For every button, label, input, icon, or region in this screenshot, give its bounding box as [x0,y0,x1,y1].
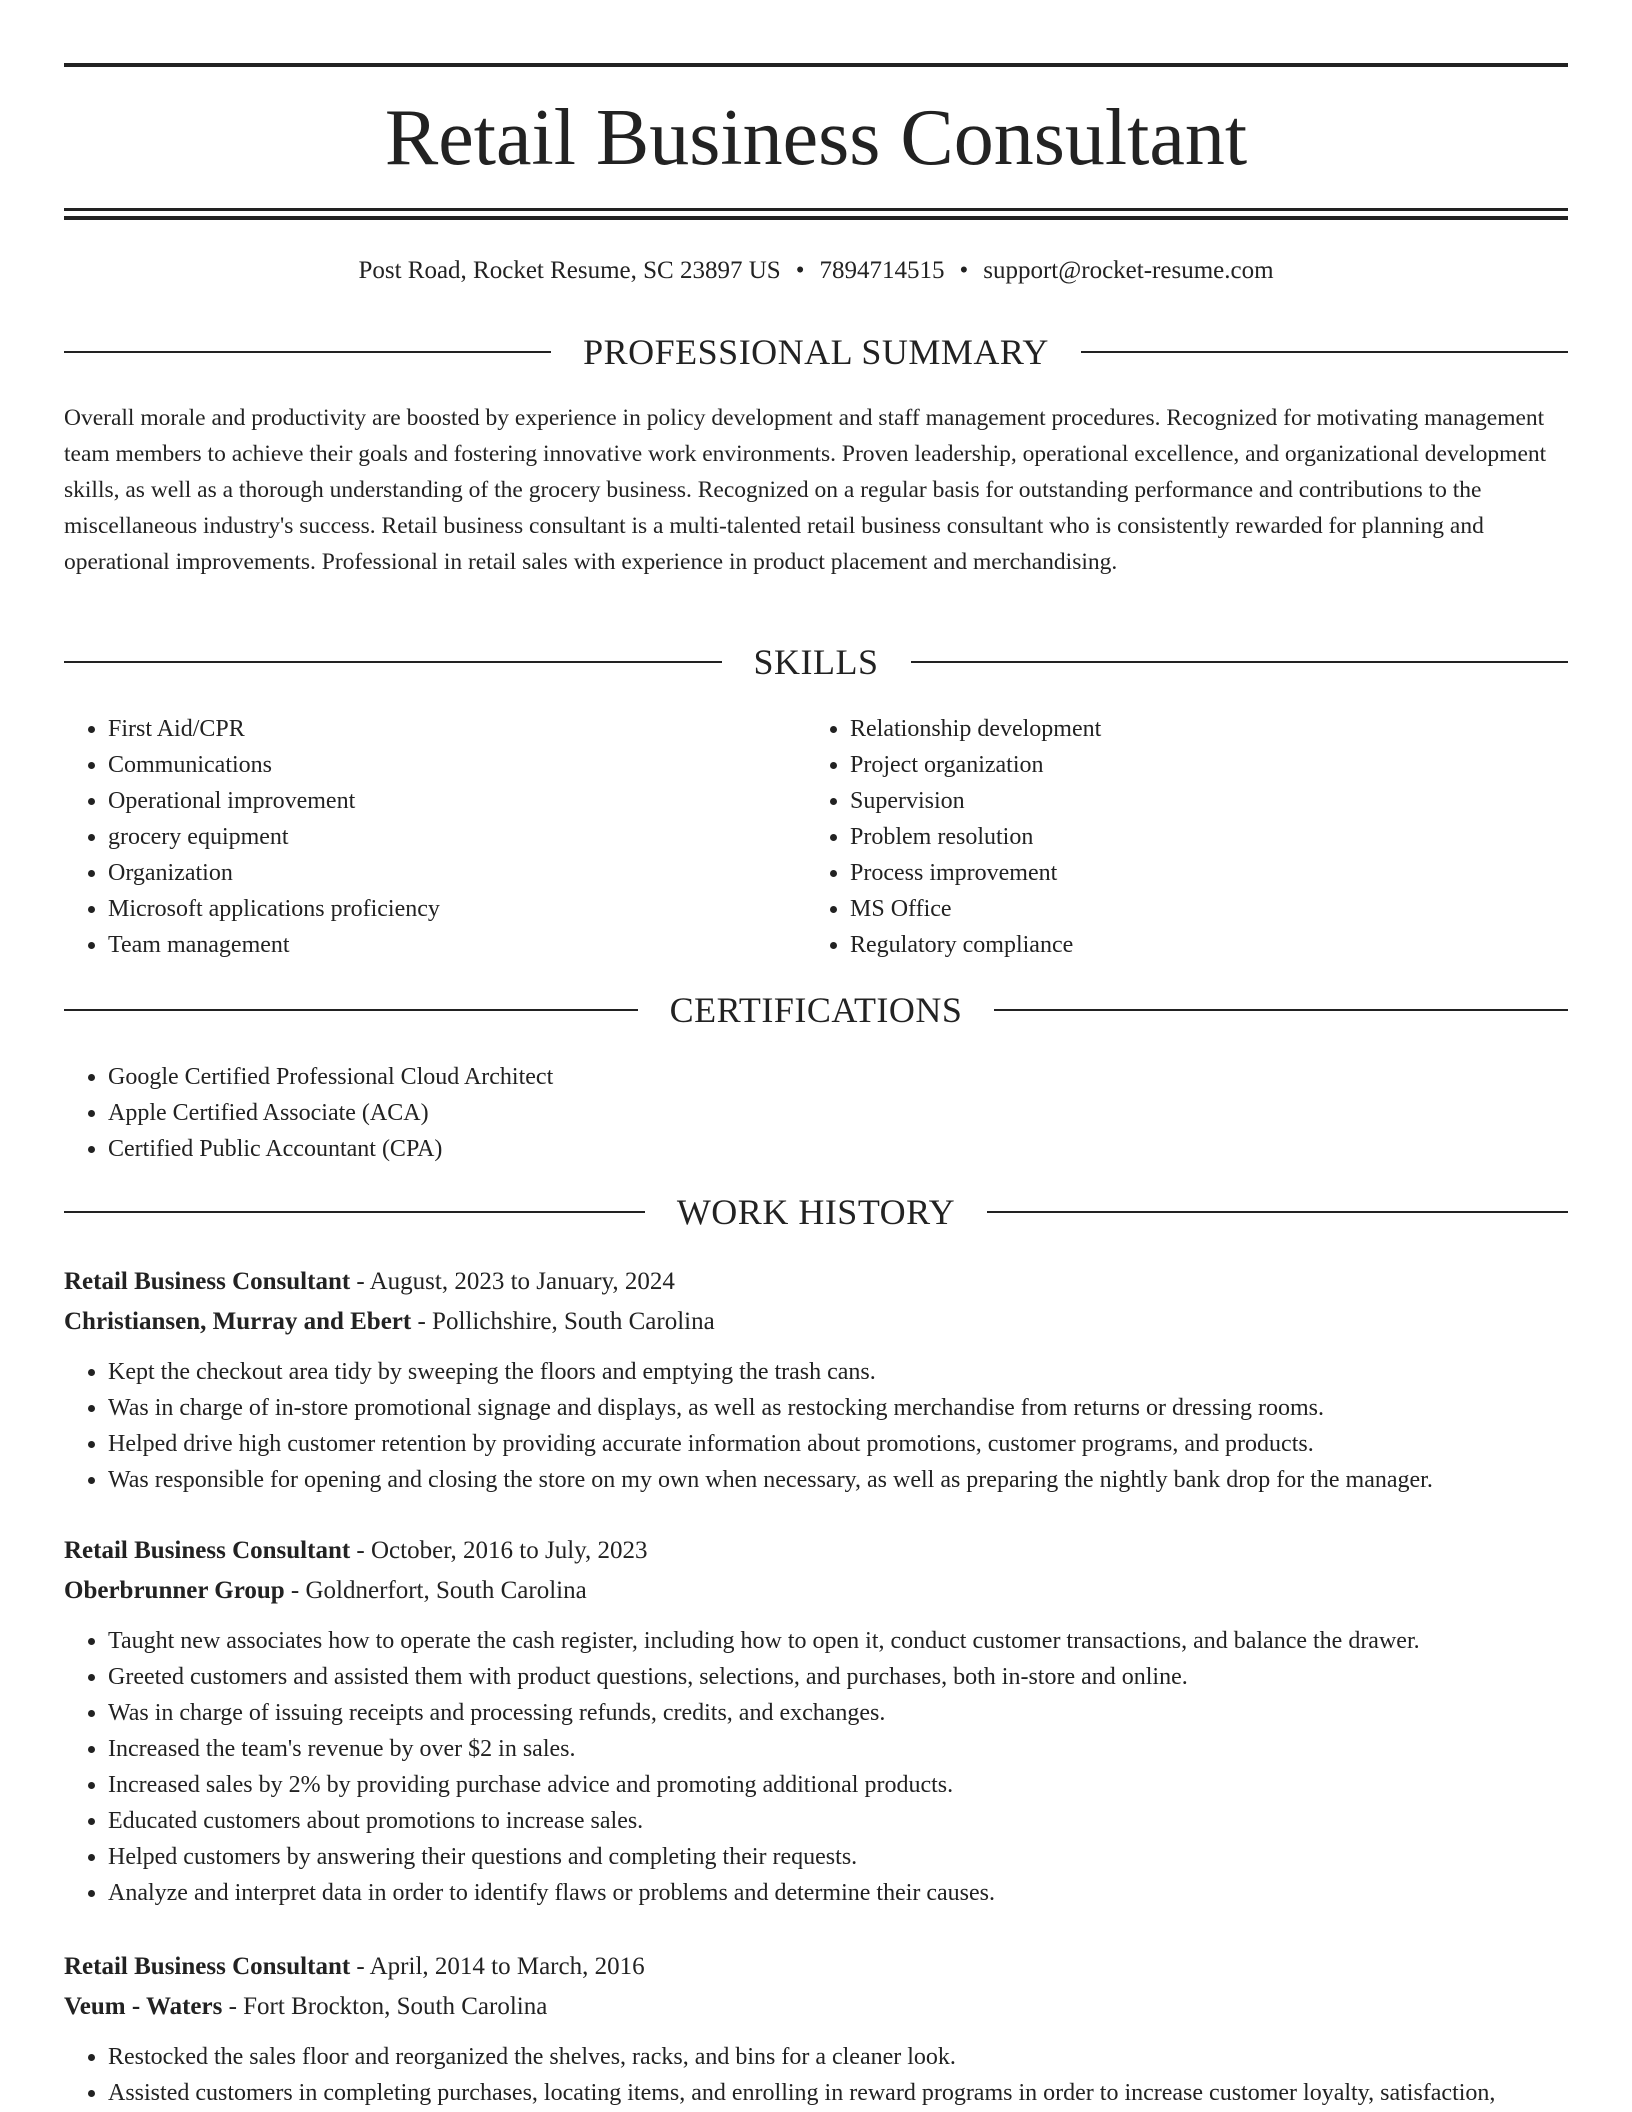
job-company-line [64,1987,1568,2027]
job-title-line [64,1531,1568,1571]
skill-item: • Project organization [850,747,1566,783]
skill-item: • Microsoft applications proficiency [108,891,764,927]
section-divider-line [64,1211,645,1213]
skill-item: • First Aid/CPR [108,711,764,747]
skill-item: • grocery equipment [108,819,764,855]
contact-address: Post Road, Rocket Resume, SC 23897 US [358,257,781,284]
job-title: Retail Business Consultant [64,1268,351,1295]
section-title: SKILLS [753,642,879,682]
job-bullets [64,2039,1568,2111]
certification-item: • Google Certified Professional Cloud Architect [108,1059,1568,1095]
skills-column-right [806,711,1566,963]
contact-separator: • [795,257,805,284]
section-divider-line [911,661,1569,663]
job-bullet: • Kept the checkout area tidy by sweeping the floors and emptying the trash cans. [108,1354,1568,1390]
section-header-work-history [64,1190,1568,1234]
section-divider-line [987,1211,1568,1213]
job-bullet: • Helped drive high customer retention by providing accurate information about promotions, customer programs, and products. [108,1426,1568,1462]
skill-item: • Team management [108,927,764,963]
professional-summary-text: Overall morale and productivity are boosted by experience in policy development and staff management procedures. Recognized for motivating management team members to achieve their goals and fostering innovative work environments. Proven leadership, operational excellence, and organizational development skills, as well as a thorough understanding of the grocery business. Recognized on a regular basis for outstanding performance and contributions to the miscellaneous industry's success. Retail business consultant is a multi-talented retail business consultant who is consistently rewarded for planning and operational improvements. Professional in retail sales with experience in product placement and merchandising. [64,405,1547,575]
job-company: Oberbrunner Group [64,1577,285,1604]
job-location: - Goldnerfort, South Carolina [284,1577,587,1604]
job-bullet: • Taught new associates how to operate the cash register, including how to open it, conduct customer transactions, and balance the drawer. [108,1623,1568,1659]
skill-item: • Supervision [850,783,1566,819]
section-title: CERTIFICATIONS [669,990,963,1030]
certification-item: • Certified Public Accountant (CPA) [108,1131,1568,1167]
job-entry [64,1262,1568,1498]
job-title-line [64,1947,1568,1987]
job-dates: - April, 2014 to March, 2016 [350,1953,645,1980]
contact-separator: • [959,257,969,284]
section-header-skills [64,640,1568,684]
job-bullet: • Helped customers by answering their questions and completing their requests. [108,1839,1568,1875]
job-bullet: • Was in charge of issuing receipts and processing refunds, credits, and exchanges. [108,1695,1568,1731]
job-bullet: • Was in charge of in-store promotional signage and displays, as well as restocking merchandise from returns or dressing rooms. [108,1390,1568,1426]
section-divider-line [1081,351,1568,353]
job-bullet: • Increased the team's revenue by over $2 in sales. [108,1731,1568,1767]
job-dates: - August, 2023 to January, 2024 [350,1268,675,1295]
job-entry [64,1947,1568,2111]
section-divider-line [64,661,722,663]
header-bottom-rule [64,208,1568,211]
contact-email: support@rocket-resume.com [983,257,1274,284]
job-bullet: • Assisted customers in completing purchases, locating items, and enrolling in reward programs in order to increase customer loyalty, satisfaction, [108,2075,1568,2111]
skill-item: • Operational improvement [108,783,764,819]
section-title: WORK HISTORY [676,1192,956,1232]
section-header-summary [64,330,1568,374]
job-company-line [64,1571,1568,1611]
job-bullet: • Greeted customers and assisted them with product questions, selections, and purchases, both in-store and online. [108,1659,1568,1695]
certifications-list [64,1059,1568,1167]
skills-list [64,711,764,963]
job-bullet: • Educated customers about promotions to increase sales. [108,1803,1568,1839]
job-bullets [64,1623,1568,1911]
job-bullet: • Analyze and interpret data in order to identify flaws or problems and determine their causes. [108,1875,1568,1911]
skills-column-left [64,711,764,963]
skill-item: • Problem resolution [850,819,1566,855]
job-location: - Fort Brockton, South Carolina [222,1993,548,2020]
job-bullet: • Increased sales by 2% by providing purchase advice and promoting additional products. [108,1767,1568,1803]
job-bullets [64,1354,1568,1498]
job-title-line [64,1262,1568,1302]
section-header-certifications [64,988,1568,1032]
skill-item: • Process improvement [850,855,1566,891]
section-title: PROFESSIONAL SUMMARY [583,332,1049,372]
skill-item: • Regulatory compliance [850,927,1566,963]
header-bottom-rule-thick [64,216,1568,220]
job-company: Veum - Waters [64,1993,223,2020]
certification-item: • Apple Certified Associate (ACA) [108,1095,1568,1131]
job-title: Retail Business Consultant [64,1953,351,1980]
job-dates: - October, 2016 to July, 2023 [350,1537,648,1564]
job-location: - Pollichshire, South Carolina [411,1308,715,1335]
header-top-rule [64,63,1568,67]
job-title: Retail Business Consultant [64,1537,351,1564]
section-divider-line [994,1009,1568,1011]
contact-line [64,254,1568,288]
job-company-line [64,1302,1568,1342]
section-divider-line [64,1009,638,1011]
skills-list [806,711,1566,963]
skill-item: • MS Office [850,891,1566,927]
resume-name: Retail Business Consultant [384,94,1248,182]
job-entry [64,1531,1568,1911]
skill-item: • Organization [108,855,764,891]
job-bullet: • Was responsible for opening and closing the store on my own when necessary, as well as preparing the nightly bank drop for the manager. [108,1462,1568,1498]
job-bullet: • Restocked the sales floor and reorganized the shelves, racks, and bins for a cleaner look. [108,2039,1568,2075]
contact-phone: 7894714515 [819,257,945,284]
certifications-block [64,1059,1568,1167]
section-divider-line [64,351,551,353]
skill-item: • Communications [108,747,764,783]
job-company: Christiansen, Murray and Ebert [64,1308,412,1335]
skill-item: • Relationship development [850,711,1566,747]
